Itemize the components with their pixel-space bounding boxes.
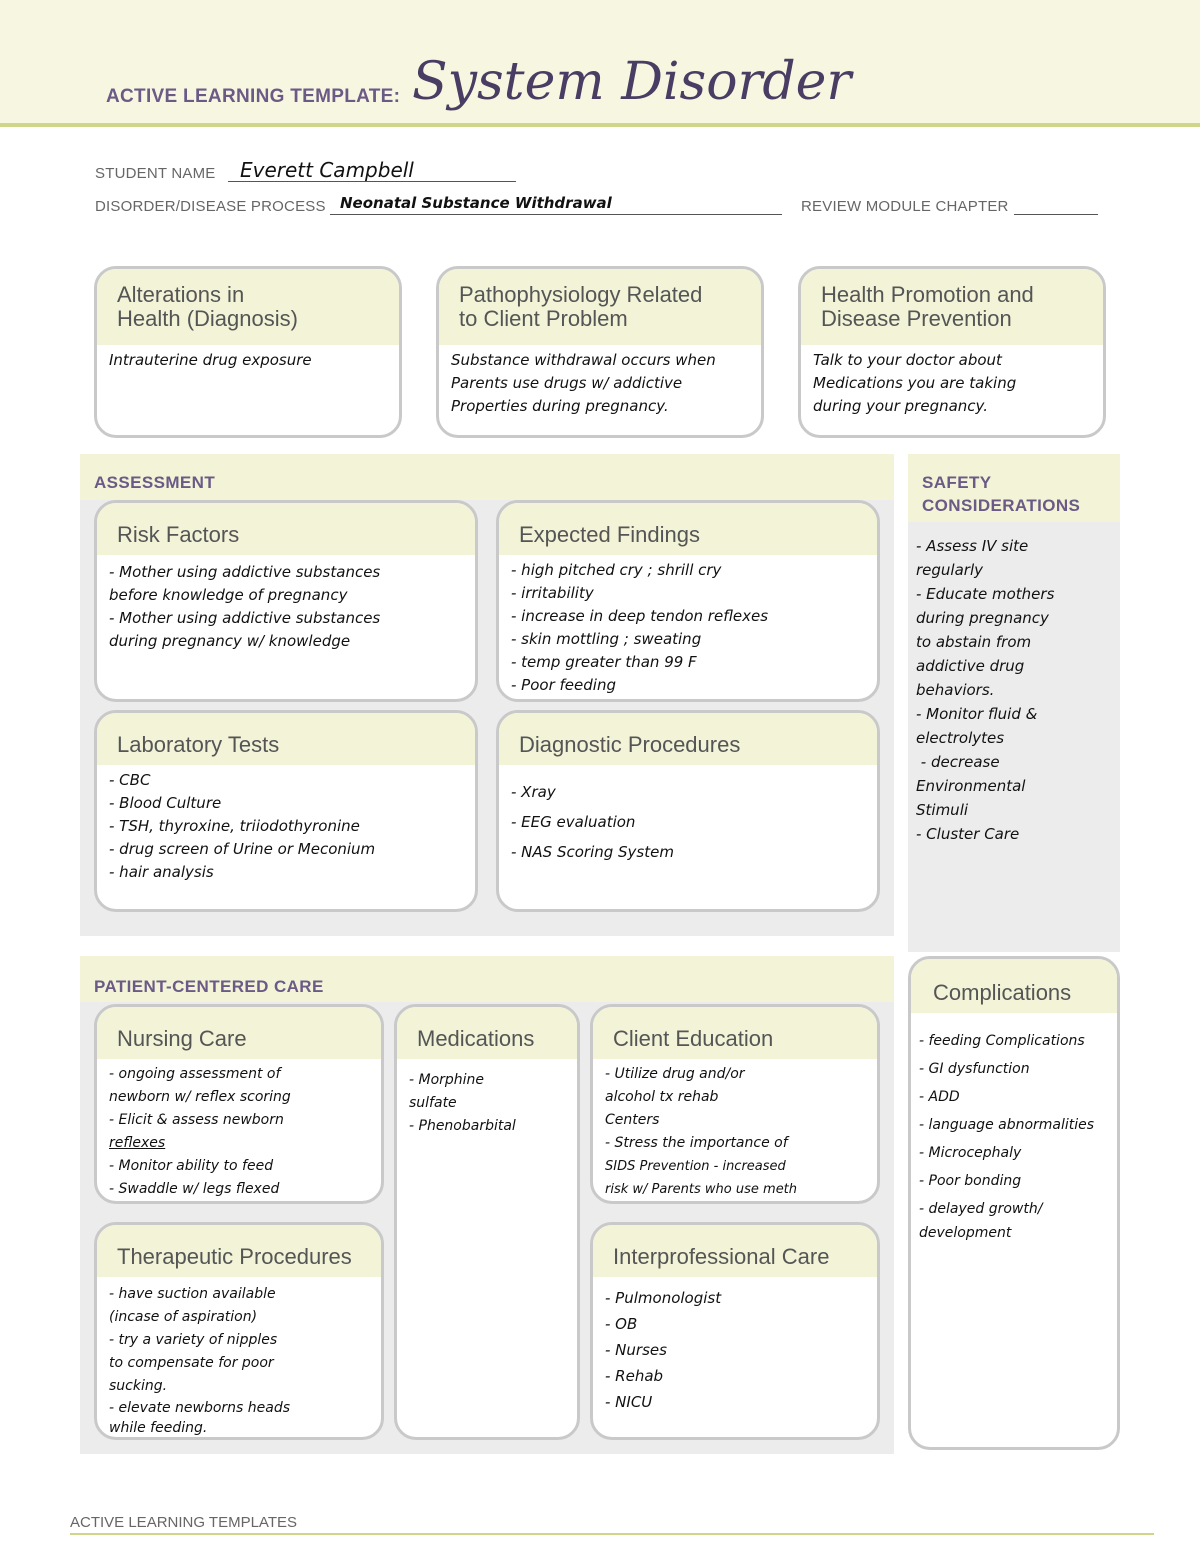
laboratory-tests-heading: Laboratory Tests	[97, 713, 475, 765]
laboratory-tests-box	[94, 710, 478, 912]
safety-label-line1: SAFETY	[922, 473, 992, 492]
safety-label-line2: CONSIDERATIONS	[922, 496, 1081, 515]
therapeutic-procedures-body[interactable]: - have suction available (incase of aspiration) - try a variety of nipples to compensate for poor sucking. - elevate newborns heads while feeding.	[109, 1286, 291, 1436]
footer-label: ACTIVE LEARNING TEMPLATES	[70, 1514, 297, 1531]
review-chapter-line[interactable]	[1014, 214, 1098, 215]
assessment-label: ASSESSMENT	[94, 473, 216, 492]
client-education-box	[590, 1004, 880, 1204]
nursing-care-box	[94, 1004, 384, 1204]
pathophysiology-body[interactable]: Substance withdrawal occurs when Parents use drugs w/ addictive Properties during pregnancy.	[451, 351, 716, 415]
health-promotion-box	[798, 266, 1106, 438]
nursing-care-body[interactable]: - ongoing assessment of newborn w/ reflex scoring - Elicit & assess newborn reflexes - Monitor ability to feed - Swaddle w/ legs flexed	[109, 1066, 291, 1197]
risk-factors-body[interactable]: - Mother using addictive substances before knowledge of pregnancy - Mother using addictive substances during pregnancy w/ knowledge	[109, 563, 381, 650]
complications-box	[908, 956, 1120, 1450]
template-title: System Disorder	[412, 52, 852, 112]
expected-findings-body[interactable]: - high pitched cry ; shrill cry - irritability - increase in deep tendon reflexes - skin mottling ; sweating - temp greater than 99 F - Poor feeding	[511, 561, 769, 694]
alterations-box	[94, 266, 402, 438]
student-name-value[interactable]: Everett Campbell	[240, 158, 414, 182]
disorder-line	[330, 214, 782, 215]
client-education-body[interactable]: - Utilize drug and/or alcohol tx rehab Centers - Stress the importance of SIDS Prevention - increased risk w/ Parents who use meth	[605, 1066, 798, 1197]
risk-factors-heading: Risk Factors	[97, 503, 475, 555]
diagnostic-procedures-box	[496, 710, 880, 912]
risk-factors-box	[94, 500, 478, 702]
nursing-care-heading: Nursing Care	[97, 1007, 381, 1059]
footer-rule	[70, 1533, 1154, 1535]
therapeutic-procedures-box	[94, 1222, 384, 1440]
medications-heading: Medications	[397, 1007, 577, 1059]
patient-care-label: PATIENT-CENTERED CARE	[94, 977, 324, 996]
complications-heading: Complications	[911, 959, 1117, 1013]
interprofessional-care-body[interactable]: - Pulmonologist - OB - Nurses - Rehab - NICU	[605, 1289, 722, 1411]
health-promotion-body[interactable]: Talk to your doctor about Medications you are taking during your pregnancy.	[813, 351, 1017, 415]
disorder-value[interactable]: Neonatal Substance Withdrawal	[340, 194, 612, 212]
diagnostic-procedures-body[interactable]: - Xray - EEG evaluation - NAS Scoring System	[511, 783, 674, 861]
pathophysiology-box	[436, 266, 764, 438]
diagnostic-procedures-heading: Diagnostic Procedures	[499, 713, 877, 765]
client-education-heading: Client Education	[593, 1007, 877, 1059]
disorder-label: DISORDER/DISEASE PROCESS	[95, 198, 326, 215]
interprofessional-care-box	[590, 1222, 880, 1440]
pathophysiology-heading: Pathophysiology Related to Client Problem	[439, 269, 761, 345]
therapeutic-procedures-heading: Therapeutic Procedures	[97, 1225, 381, 1277]
template-label: ACTIVE LEARNING TEMPLATE:	[106, 86, 401, 107]
complications-body[interactable]: - feeding Complications - GI dysfunction - ADD - language abnormalities - Microcephaly - Poor bonding - delayed growth/ development	[919, 1033, 1095, 1241]
laboratory-tests-body[interactable]: - CBC - Blood Culture - TSH, thyroxine, triiodothyronine - drug screen of Urine or Meconium - hair analysis	[109, 771, 376, 881]
medications-body[interactable]: - Morphine sulfate - Phenobarbital	[409, 1072, 516, 1134]
review-chapter-label: REVIEW MODULE CHAPTER	[801, 198, 1009, 215]
alterations-heading: Alterations in Health (Diagnosis)	[97, 269, 399, 345]
student-name-label: STUDENT NAME	[95, 165, 216, 182]
header-rule	[0, 123, 1200, 127]
expected-findings-heading: Expected Findings	[499, 503, 877, 555]
health-promotion-heading: Health Promotion and Disease Prevention	[801, 269, 1103, 345]
safety-body[interactable]: - Assess IV site regularly - Educate mothers during pregnancy to abstain from addictive drug behaviors. - Monitor fluid & electrolytes - decrease Environmental Stimuli - Cluster Care	[916, 537, 1055, 843]
medications-box	[394, 1004, 580, 1440]
alterations-body[interactable]: Intrauterine drug exposure	[109, 351, 312, 369]
expected-findings-box	[496, 500, 880, 702]
interprofessional-care-heading: Interprofessional Care	[593, 1225, 877, 1277]
